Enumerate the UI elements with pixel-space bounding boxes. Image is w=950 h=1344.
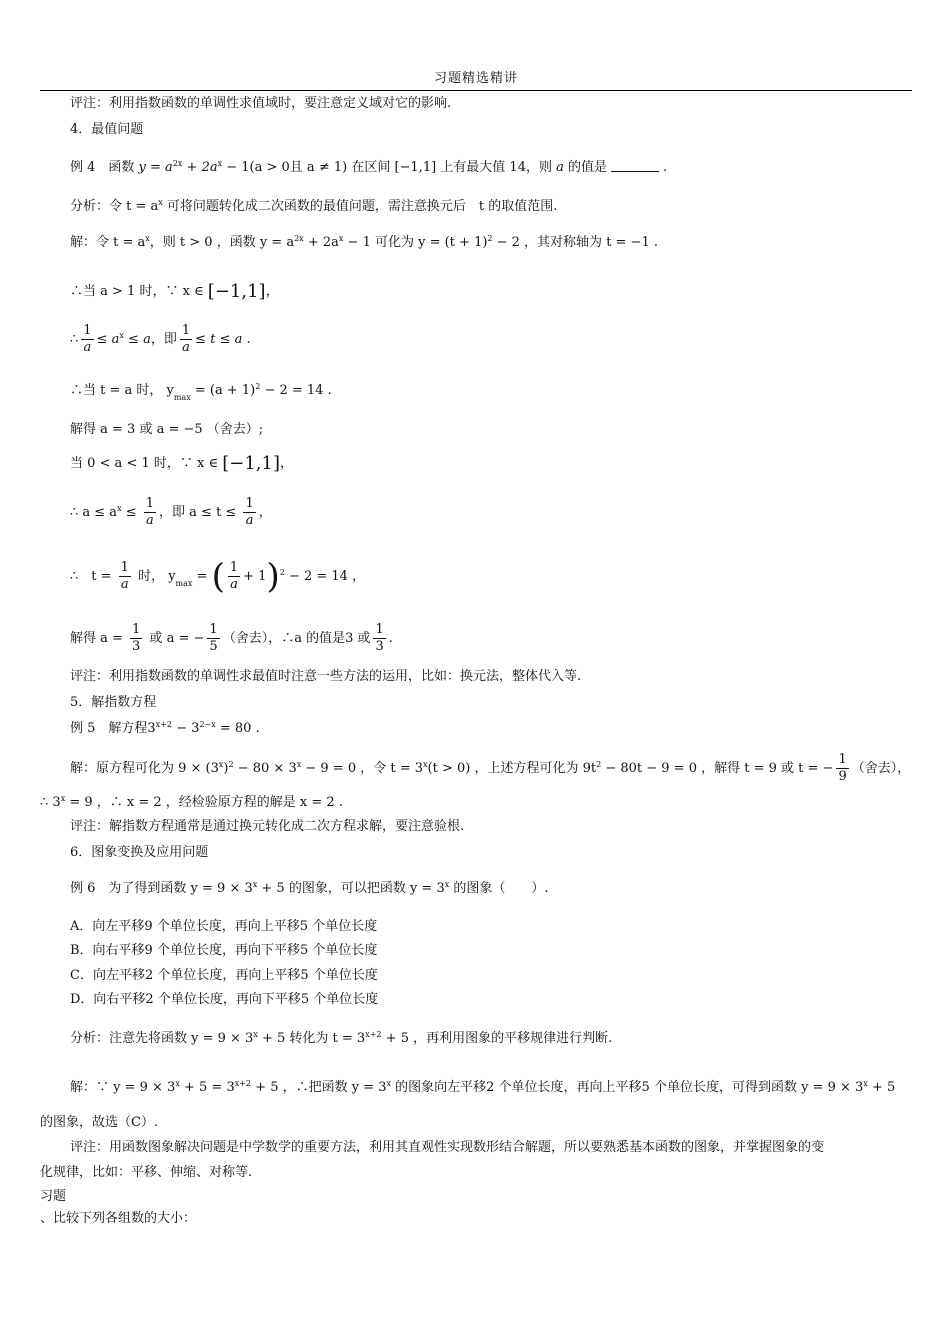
solution-6-answer: 的图象，故选（C）.	[40, 1115, 159, 1130]
option-d: D．向右平移2 个单位长度，再向下平移5 个单位长度	[70, 992, 379, 1007]
case-2: 当 0 < a < 1 时，∵ x ∈ [−1,1]，	[70, 453, 294, 474]
option-c: C．向左平移2 个单位长度，再向上平移5 个单位长度	[70, 968, 378, 983]
exercise-1: 、比较下列各组数的大小：	[40, 1211, 197, 1226]
solution-5-conclusion: ∴ $3^x = 9$ ，∴ x = 2 ，经检验原方程的解是 x = 2 .	[40, 794, 343, 810]
remark-3: 评注：解指数方程通常是通过换元转化成二次方程求解，要注意验根.	[70, 819, 465, 834]
section-5-title: 5．解指数方程	[70, 695, 157, 710]
case-2-range: ∴ $a \le a^x$ ≤ $\frac{1}{a}$ ，即 a ≤ t ≤ $\frac{1}{a}$ ，	[70, 496, 272, 528]
case-2-max: ∴ t = $\frac{1}{a}$ 时， $y_{max}$ = ( $\frac{1}{a}$ + 1)$^2$ − 2 = 14 ，	[70, 556, 366, 597]
option-a: A．向左平移9 个单位长度，再向上平移5 个单位长度	[70, 919, 378, 934]
option-b: B．向右平移9 个单位长度，再向下平移5 个单位长度	[70, 943, 378, 958]
case-2-result: 解得 a = $\frac{1}{3}$ 或 a = − $\frac{1}{5}$ （舍去），∴a 的值是3 或 $\frac{1}{3}$ .	[70, 622, 393, 654]
case-1-range: ∴ $\frac{1}{a}$ ≤ $a^x \le a$，即 $\frac{1}{a}$ ≤ t ≤ a .	[70, 323, 251, 355]
case-1-max: ∴当 t = a 时， $y_{max} = (a + 1)^2 - 2 = 14$ .	[70, 382, 332, 402]
case-1-result: 解得 a = 3 或 a = −5 （舍去）;	[70, 422, 264, 437]
remark-4-cont: 化规律，比如：平移、伸缩、对称等.	[40, 1165, 253, 1180]
page-header: 习题精选精讲	[40, 70, 912, 91]
section-6-title: 6．图象变换及应用问题	[70, 845, 209, 860]
exercises-title: 习题	[40, 1189, 67, 1204]
analysis-6: 分析：注意先将函数 $y = 9 \times 3^x + 5$ 转化为 $t = 3^{x+2} + 5$ ，再利用图象的平移规律进行判断.	[70, 1030, 613, 1046]
answer-blank	[611, 171, 659, 172]
remark-1: 评注：利用指数函数的单调性求值域时，要注意定义域对它的影响.	[70, 96, 452, 111]
solution-5: 解：原方程可化为 $9 \times (3^x)^2 - 80 \times 3^x - 9 = 0$ ，令 $t = 3^x(t > 0)$ ，上述方程可化为 $9t^2 - 80t - 9 = 0$ ，解得 t = 9 或 t = − $\frac{1}{9}$ （舍去），	[70, 752, 911, 784]
example-6: 例 6 为了得到函数 $y = 9 \times 3^x + 5$ 的图象，可以把函数 $y = 3^x$ 的图象（ ）.	[70, 880, 549, 896]
solution-6: 解：∵ $y = 9 \times 3^x + 5 = 3^{x+2} + 5$ ，∴把函数 $y = 3^x$ 的图象向左平移2 个单位长度，再向上平移5 个单位长度，可得到函数 $y = 9 \times 3^x + 5$	[70, 1079, 896, 1095]
example-5: 例 5 解方程$3^{x+2} - 3^{2-x} = 80$ .	[70, 720, 260, 736]
analysis-4: 分析：令 $t = a^x$ 可将问题转化成二次函数的最值问题，需注意换元后 t 的取值范围.	[70, 198, 558, 214]
remark-4: 评注：用函数图象解决问题是中学数学的重要方法，利用其直观性实现数形结合解题，所以要熟悉基本函数的图象，并掌握图象的变	[70, 1140, 825, 1155]
example-4: 例 4 函数 $y = a^{2x} + 2a^x - 1(a > 0$且 a ≠ 1) 在区间 [−1,1] 上有最大值 14，则 a 的值是 .	[70, 159, 668, 175]
solution-4: 解：令 $t = a^x$，则 t > 0 ，函数 $y = a^{2x} + 2a^x - 1$ 可化为 $y = (t + 1)^2 - 2$ ，其对称轴为 t = −1 .	[70, 234, 659, 250]
remark-2: 评注：利用指数函数的单调性求最值时注意一些方法的运用，比如：换元法，整体代入等.	[70, 669, 582, 684]
case-1: ∴当 a > 1 时，∵ x ∈ [−1,1]，	[70, 281, 279, 302]
section-4-title: 4．最值问题	[70, 122, 144, 137]
